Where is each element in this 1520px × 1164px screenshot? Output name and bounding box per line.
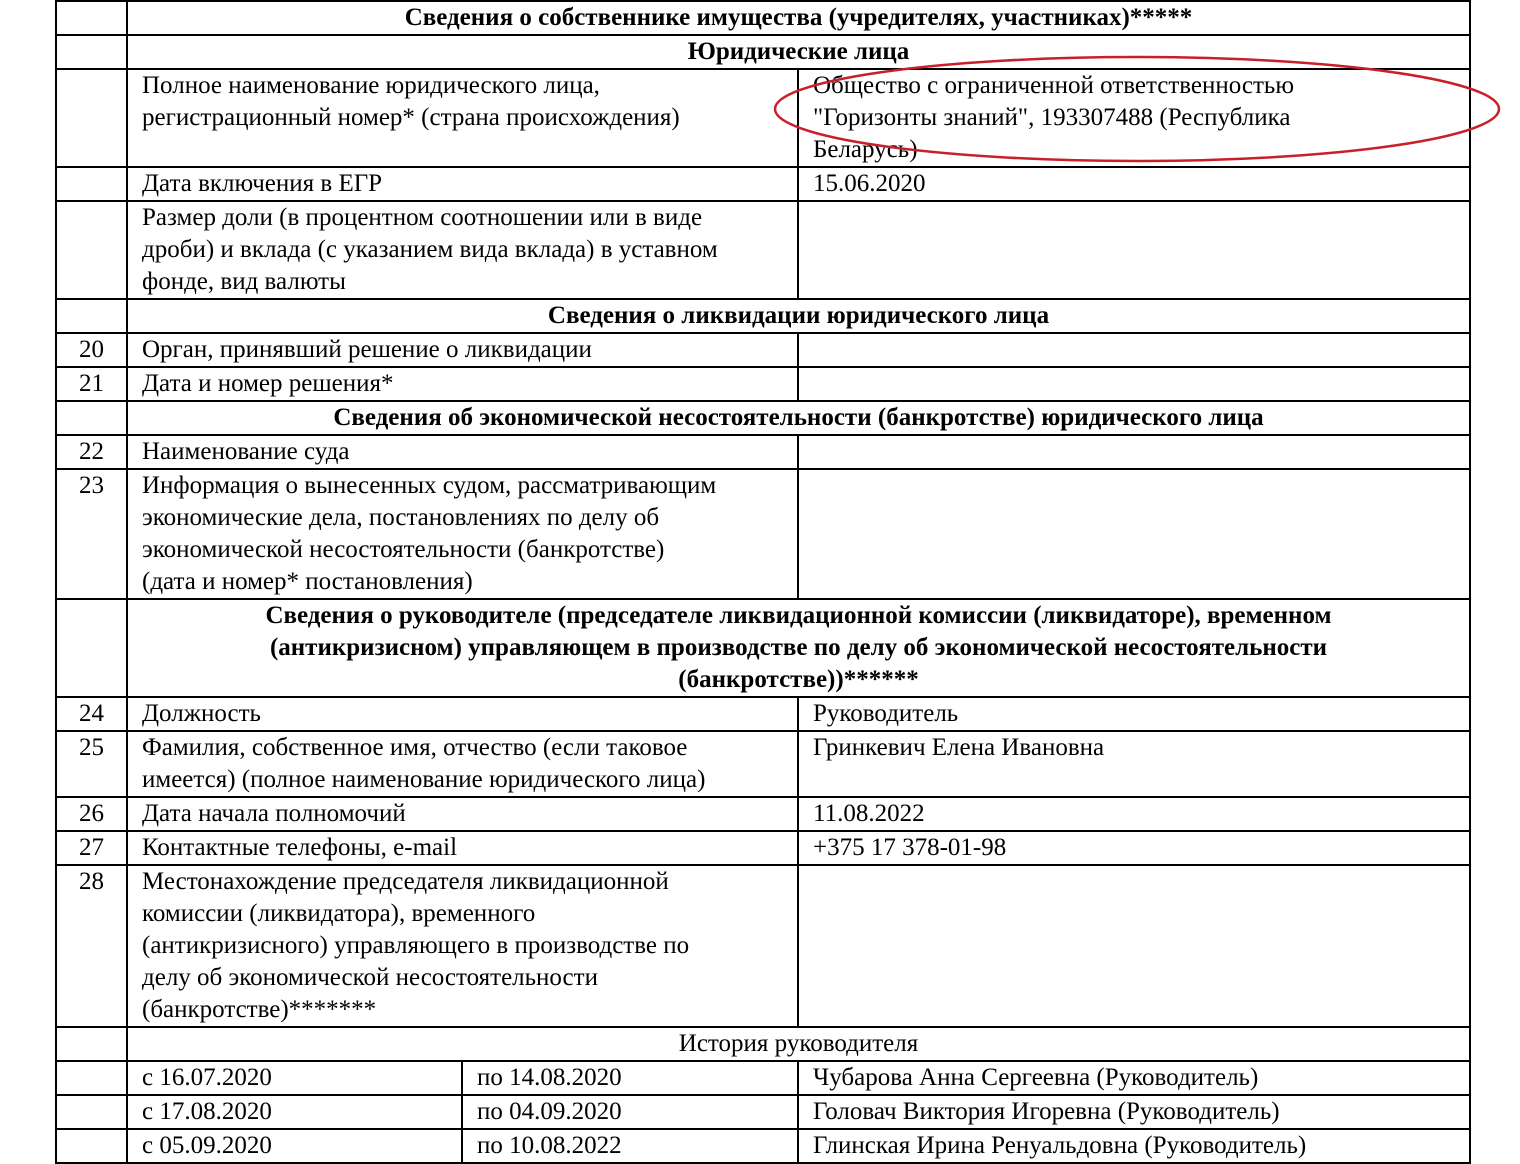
section-title: Сведения о собственнике имущества (учредителях, участниках)***** [127, 1, 1470, 35]
field-value [798, 469, 1470, 599]
history-to: по 04.09.2020 [462, 1095, 798, 1129]
text-line: экономической несостоятельности (банкротстве) [142, 536, 665, 563]
history-row [56, 1129, 1470, 1163]
row-number [56, 401, 127, 435]
text-line: (антикризисном) управляющем в производстве по делу об экономической несостоятельности [269, 634, 1328, 661]
owner-subtitle-row [56, 35, 1470, 69]
field-label [127, 865, 798, 1027]
text-line: Размер доли (в процентном соотношении или в виде [142, 204, 703, 231]
row-number: 28 [56, 865, 127, 1027]
field-value [798, 797, 1470, 831]
row-number: 23 [56, 469, 127, 599]
section-title [127, 599, 1470, 697]
registry-extract-sheet [55, 0, 1469, 1164]
text-line: (антикризисного) управляющего в производстве по [142, 932, 690, 959]
field-value [798, 367, 1470, 401]
history-row [56, 1095, 1470, 1129]
field-label [127, 201, 798, 299]
text-line: (дата и номер* постановления) [142, 568, 473, 595]
section-title [127, 1027, 1470, 1061]
field-label [127, 367, 798, 401]
text-line: Контактные телефоны, e-mail [142, 834, 458, 861]
field-value [798, 697, 1470, 731]
field-value [798, 831, 1470, 865]
owner-title-row [56, 1, 1470, 35]
row-number [56, 201, 127, 299]
text-line: Орган, принявший решение о ликвидации [142, 336, 592, 363]
text-line: (банкротстве)******* [142, 996, 377, 1023]
field-value [798, 865, 1470, 1027]
row-number: 27 [56, 831, 127, 865]
head-row [56, 731, 1470, 797]
row-number [56, 35, 127, 69]
field-label [127, 333, 798, 367]
bankruptcy-row [56, 469, 1470, 599]
text-line: Дата и номер решения* [142, 370, 394, 397]
history-title-row [56, 1027, 1470, 1061]
text-line: экономические дела, постановлениях по делу об [142, 504, 660, 531]
row-number: 26 [56, 797, 127, 831]
row-number: 24 [56, 697, 127, 731]
field-label [127, 697, 798, 731]
text-line: Руководитель [813, 700, 959, 727]
section-title [127, 299, 1470, 333]
history-to: по 10.08.2022 [462, 1129, 798, 1163]
field-label [127, 435, 798, 469]
text-line: Дата начала полномочий [142, 800, 406, 827]
history-to: по 14.08.2020 [462, 1061, 798, 1095]
head-row [56, 697, 1470, 731]
text-line: Сведения об экономической несостоятельности (банкротстве) юридического лица [333, 404, 1264, 431]
history-name: Головач Виктория Игоревна (Руководитель) [798, 1095, 1470, 1129]
text-line: фонде, вид валюты [142, 268, 346, 295]
text-line: Беларусь) [813, 136, 918, 163]
history-name: Глинская Ирина Ренуальдовна (Руководитель) [798, 1129, 1470, 1163]
field-label [127, 831, 798, 865]
row-number [56, 1027, 127, 1061]
text-line: дроби) и вклада (с указанием вида вклада) в уставном [142, 236, 718, 263]
text-line: имеется) (полное наименование юридического лица) [142, 766, 706, 793]
text-line: делу об экономической несостоятельности [142, 964, 598, 991]
text-line: 15.06.2020 [813, 170, 926, 197]
bankruptcy-title-row [56, 401, 1470, 435]
liquidation-title-row [56, 299, 1470, 333]
text-line: 11.08.2022 [813, 800, 925, 827]
history-name: Чубарова Анна Сергеевна (Руководитель) [798, 1061, 1470, 1095]
head-title-row [56, 599, 1470, 697]
registry-table [55, 0, 1471, 1164]
liquidation-row [56, 333, 1470, 367]
field-value [798, 201, 1470, 299]
field-label [127, 469, 798, 599]
field-value [798, 167, 1470, 201]
text-line: регистрационный номер* (страна происхождения) [142, 104, 680, 131]
text-line: Фамилия, собственное имя, отчество (если таковое [142, 734, 688, 761]
text-line: Сведения о руководителе (председателе ликвидационной комиссии (ликвидаторе), временном [265, 602, 1332, 629]
row-number: 21 [56, 367, 127, 401]
text-line: Полное наименование юридического лица, [142, 72, 600, 99]
field-label [127, 731, 798, 797]
bankruptcy-row [56, 435, 1470, 469]
field-value [798, 69, 1470, 167]
liquidation-row [56, 367, 1470, 401]
text-line: Сведения о ликвидации юридического лица [547, 302, 1050, 329]
text-line: Гринкевич Елена Ивановна [813, 734, 1105, 761]
owner-row [56, 167, 1470, 201]
text-line: Информация о вынесенных судом, рассматривающим [142, 472, 717, 499]
row-number: 25 [56, 731, 127, 797]
owner-row [56, 69, 1470, 167]
field-label [127, 797, 798, 831]
history-row [56, 1061, 1470, 1095]
row-number: 20 [56, 333, 127, 367]
text-line: комиссии (ликвидатора), временного [142, 900, 536, 927]
text-line: (банкротстве))****** [678, 666, 919, 693]
row-number [56, 1095, 127, 1129]
text-line: Дата включения в ЕГР [142, 170, 383, 197]
row-number [56, 1061, 127, 1095]
history-from: с 17.08.2020 [127, 1095, 462, 1129]
row-number [56, 599, 127, 697]
registry-table-body [56, 1, 1470, 1163]
head-row [56, 865, 1470, 1027]
head-row [56, 831, 1470, 865]
field-value [798, 731, 1470, 797]
owner-row [56, 201, 1470, 299]
history-from: с 05.09.2020 [127, 1129, 462, 1163]
row-number [56, 69, 127, 167]
text-line: Местонахождение председателя ликвидационной [142, 868, 669, 895]
row-number [56, 299, 127, 333]
section-subtitle: Юридические лица [127, 35, 1470, 69]
row-number [56, 1, 127, 35]
head-row [56, 797, 1470, 831]
row-number [56, 167, 127, 201]
row-number [56, 1129, 127, 1163]
text-line: История руководителя [678, 1030, 919, 1057]
text-line: Наименование суда [142, 438, 350, 465]
text-line: +375 17 378-01-98 [813, 834, 1007, 861]
text-line: "Горизонты знаний", 193307488 (Республика [813, 104, 1291, 131]
field-value [798, 333, 1470, 367]
row-number: 22 [56, 435, 127, 469]
history-from: с 16.07.2020 [127, 1061, 462, 1095]
text-line: Должность [142, 700, 261, 727]
field-label [127, 167, 798, 201]
field-value [798, 435, 1470, 469]
field-label [127, 69, 798, 167]
section-title [127, 401, 1470, 435]
text-line: Общество с ограниченной ответственностью [813, 72, 1294, 99]
